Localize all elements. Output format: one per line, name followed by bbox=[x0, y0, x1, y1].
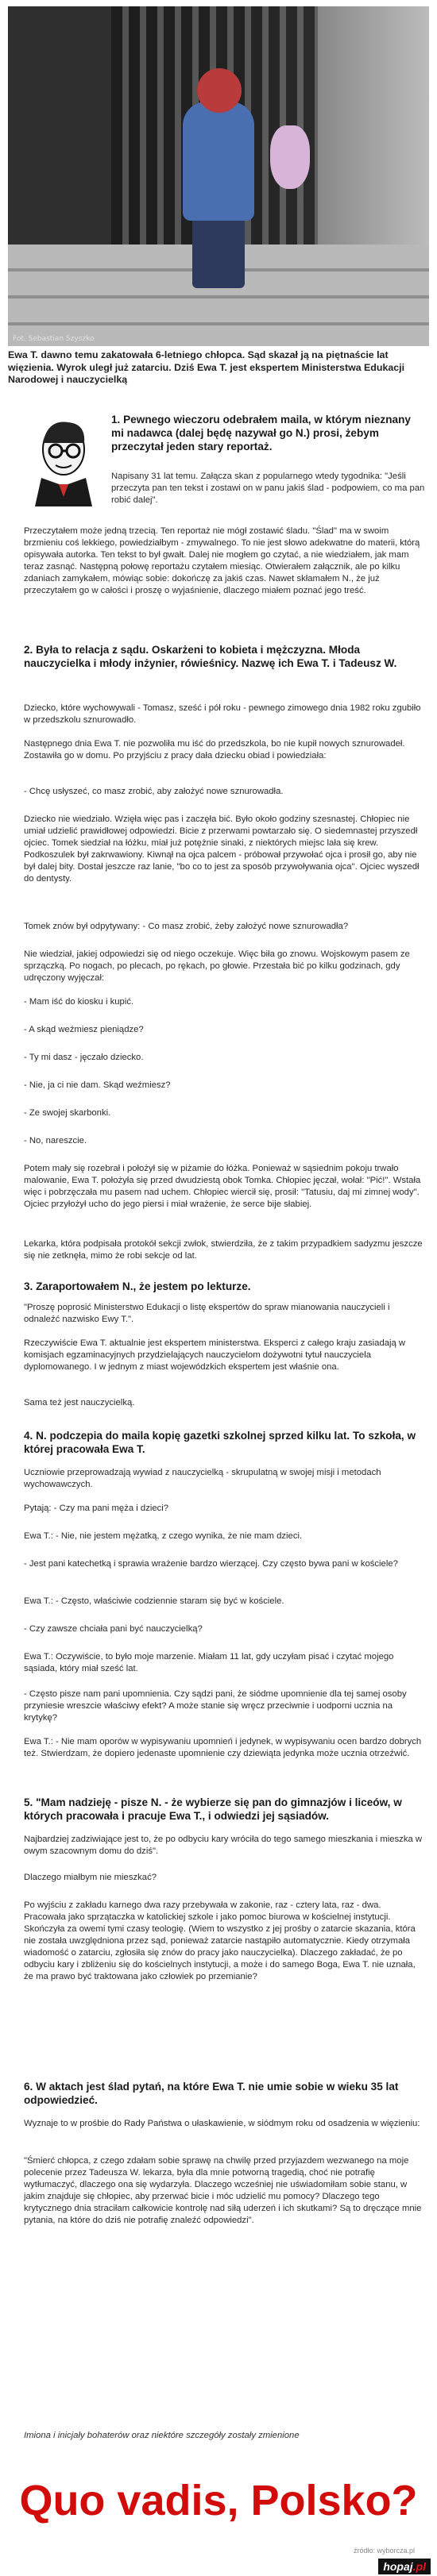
paragraph: Pytają: - Czy ma pani męża i dzieci? bbox=[24, 1504, 169, 1513]
paragraph: Przeczytałem może jedną trzecią. Ten reportaż nie mógł zostawić śladu. "Ślad" ma w swoim brzmieniu coś lekkiego, powiedziałbym - zmywalnego. To nie jest słowo adekwatne do materii, którą opisywała autorka. Ten tekst to był gwałt. Dalej nie mogłem go czytać, a nie wiedziałem, jak mam teraz zasnąć. Następną połowę reportażu czytałem miesiąc. Otwierałem załącznik, ale po kilku zdaniach zamykałem, mówiąc sobie: dokończę za jakiś czas. Nawet skłamałem N., że już przeczytałem go w całości i proszę o wyjaśnienie, dlaczego miałem poznać jego treść. bbox=[24, 526, 420, 595]
photo-child-hat bbox=[197, 68, 242, 113]
source-credit: źródło: wyborcza.pl bbox=[353, 2547, 415, 2555]
section1-para-1 bbox=[111, 471, 425, 506]
paragraph: - Ty mi dasz - jęczało dziecko. bbox=[24, 1053, 144, 1062]
section2-para-9 bbox=[24, 1052, 425, 1064]
paragraph: - Jest pani katechetką i sprawia wrażenie bardzo wierzącej. Czy często bywa pani w kościele? bbox=[24, 1559, 398, 1569]
section5-para-3 bbox=[24, 1900, 425, 1983]
photo-child bbox=[183, 102, 254, 221]
article-lead: Ewa T. dawno temu zakatowała 6-letniego chłopca. Sąd skazał ją na piętnaście lat więzienia. Wyrok uległ już zatarciu. Dziś Ewa T. jest ekspertem Ministerstwa Edukacji Narodowej i nauczycielką bbox=[8, 349, 405, 385]
paragraph: Dziecko, które wychowywali - Tomasz, sześć i pół roku - pewnego zimowego dnia 1982 roku zgubiło w przedszkolu sznurowadło. bbox=[24, 703, 421, 725]
paragraph: Następnego dnia Ewa T. nie pozwoliła mu iść do przedszkola, bo nie kupił nowych sznurowadeł. Zostawiła go w domu. Po przyjściu z pracy dała dziecku obiad i powiedziała: bbox=[24, 739, 405, 760]
section3-para-3 bbox=[24, 1397, 425, 1409]
section2-para-11 bbox=[24, 1107, 425, 1119]
section4-para-3 bbox=[24, 1531, 425, 1542]
photo-bag bbox=[270, 125, 310, 189]
paragraph: "Śmierć chłopca, z czego zdałam sobie sprawę na chwilę przed przyjazdem wezwanego na moje polecenie przez Tadeusza W. lekarza, była dla mnie potworną tragedią, choć nie potrafię wytłumaczyć, dlaczego ona się wydarzyła. Dlaczego wcześniej nie uświadomiłam sobie stanu, w jakim znajduje się chłopiec, aby przerwać bicie i móc udzielić mu pomocy? Dlaczego tego krytycznego dnia straciłam całkowicie kontrolę nad siłą uderzeń i ich skutkami? Są to dręczące mnie pytania, na które do dziś nie potrafię znaleźć odpowiedzi". bbox=[24, 2156, 422, 2225]
site-logo-name: hopaj bbox=[383, 2560, 413, 2573]
section2-para-10 bbox=[24, 1080, 425, 1092]
paragraph: Napisany 31 lat temu. Załącza skan z popularnego wtedy tygodnika: "Jeśli przeczyta pan ten tekst i zostawi on w panu jakiś ślad - podpowiem, co ma pan robić dalej". bbox=[111, 472, 425, 505]
section2-para-1 bbox=[24, 703, 425, 726]
section4-para-5 bbox=[24, 1596, 425, 1608]
section4-heading: 4. N. podczepia do maila kopię gazetki szkolnej sprzed kilku lat. To szkoła, w której pracowała Ewa T. bbox=[24, 1430, 416, 1455]
paragraph: Dlaczego miałbym nie mieszkać? bbox=[24, 1873, 157, 1882]
photo-child-legs bbox=[192, 217, 245, 288]
section4-para-9 bbox=[24, 1736, 425, 1760]
section6-heading: 6. W aktach jest ślad pytań, na które Ewa T. nie umie sobie w wieku 35 lat odpowiedzieć. bbox=[24, 2081, 399, 2106]
section1-para-2 bbox=[24, 526, 425, 597]
section2-para-6 bbox=[24, 949, 425, 984]
section1-heading: 1. Pewnego wieczoru odebrałem maila, w którym nieznany mi nadawca (dalej będę nazywał go N.) prosi, żebym przeczytał jeden stary reportaż. bbox=[111, 414, 411, 452]
section2-para-5 bbox=[24, 921, 425, 933]
section2-para-2 bbox=[24, 738, 425, 762]
paragraph: Rzeczywiście Ewa T. aktualnie jest ekspertem ministerstwa. Eksperci z całego kraju zasiadają w komisjach egzaminacyjnych przydzielających nauczycielom dożywotni tytuł nauczyciela dyplomowanego. I w jednym z miast wojewódzkich ekspertem jest właśnie ona. bbox=[24, 1338, 406, 1372]
section3-para-1 bbox=[24, 1302, 425, 1326]
paragraph: Ewa T.: - Nie, nie jestem mężatką, z czego wynika, że nie mam dzieci. bbox=[24, 1531, 303, 1541]
section2-para-12 bbox=[24, 1135, 425, 1147]
section2-para-4 bbox=[24, 814, 425, 885]
section4-para-8 bbox=[24, 1688, 425, 1724]
article-photo bbox=[8, 6, 429, 346]
section5-heading: 5. "Mam nadzieję - pisze N. - że wybierze się pan do gimnazjów i liceów, w których pracowała i pracuje Ewa T., i odwiedzi jej sąsiadów. bbox=[24, 1796, 402, 1822]
section5-para-1 bbox=[24, 1834, 425, 1858]
paragraph: Po wyjściu z zakładu karnego dwa razy przebywała w zakonie, raz - cztery lata, raz - dwa. Pracowała jako sprzątaczka w katolickiej szkole i jako pomoc biurowa w kościelnej instytucji. Skończyła za owemi tymi czasy teologię. (Wiem to wszystko z jej prośby o zatarcie skazania, która nie została uwzględniona przez sąd, ponieważ zatarcie nastąpiło automatycznie. Kiedy otrzymała wiadomość o zatarciu, zgłosiła się znów do pracy jako nauczycielka). Dlaczego zakładać, że po odbyciu kary i zbliżeniu się do kościelnych instytucji, a może i do samego Boga, Ewa T. nie uznała, że ma prawo być traktowana jako człowiek po przemianie? bbox=[24, 1900, 416, 1981]
author-caricature bbox=[24, 411, 103, 506]
paragraph: Lekarka, która podpisała protokół sekcji zwłok, stwierdziła, że z takim przypadkiem sadyzmu jeszcze się nie zetknęła, mimo że robi sekcje od lat. bbox=[24, 1239, 423, 1261]
section3-heading: 3. Zaraportowałem N., że jestem po lekturze. bbox=[24, 1280, 251, 1292]
paragraph: - Ze swojej skarbonki. bbox=[24, 1108, 111, 1118]
section4-para-4 bbox=[24, 1558, 425, 1570]
site-logo-domain: .pl bbox=[412, 2560, 426, 2573]
paragraph: "Proszę poprosić Ministerstwo Edukacji o listę ekspertów do spraw mianowania nauczycieli i odnaleźć nazwisko Ewy T.". bbox=[24, 1303, 390, 1324]
paragraph: Dziecko nie wiedziało. Wzięła więc pas i zaczęła bić. Było około godziny szesnastej. Chłopiec nie umiał udzielić prawidłowej odpowiedzi. Bicie z przerwami powtarzało się. O siedemnastej przyszedł ojciec. Tomek siedział na łóżku, miał już potężnie sinaki, z niektórych miejsc lała się krew. Podkoszulek był zakrwawiony. Kiwnął na ojca palcem - próbował przywołać ojca i prosił go, aby nie był dalej bity. Dostał jeszcze raz lanie, "bo co to jest za sposób przywoływania ojca". Ojciec wyszedł do dentysty. bbox=[24, 814, 420, 884]
section6-para-2 bbox=[24, 2155, 425, 2227]
section6-para-1 bbox=[24, 2118, 425, 2130]
paragraph: Sama też jest nauczycielką. bbox=[24, 1398, 135, 1407]
section2-para-8 bbox=[24, 1024, 425, 1036]
paragraph: - Nie, ja ci nie dam. Skąd weźmiesz? bbox=[24, 1080, 171, 1090]
site-logo[interactable] bbox=[378, 2559, 431, 2574]
paragraph: Ewa T.: - Nie mam oporów w wypisywaniu upomnień i jedynek, w wypisywaniu ocen bardzo dobrych też. Stwierdzam, że dopiero jedenaste upomnienie czy dziewiąta jedynka może ucznia otrzeźwić. bbox=[24, 1737, 422, 1758]
paragraph: Wyznaje to w prośbie do Rady Państwa o ułaskawienie, w siódmym roku od osadzenia w więzieniu: bbox=[24, 2119, 420, 2128]
paragraph: - A skąd weźmiesz pieniądze? bbox=[24, 1025, 144, 1034]
section4-para-7 bbox=[24, 1651, 425, 1675]
paragraph: - Czy zawsze chciała pani być nauczycielką? bbox=[24, 1624, 203, 1634]
section2-para-7 bbox=[24, 996, 425, 1008]
paragraph: Najbardziej zadziwiające jest to, że po odbyciu kary wróciła do tego samego mieszkania i mieszka w owym szacownym domu do dziś". bbox=[24, 1835, 423, 1856]
paragraph: - Mam iść do kiosku i kupić. bbox=[24, 997, 134, 1007]
paragraph: Tomek znów był odpytywany: - Co masz zrobić, żeby założyć nowe sznurowadła? bbox=[24, 922, 349, 931]
slogan: Quo vadis, Polsko? bbox=[19, 2477, 418, 2524]
section2-para-13 bbox=[24, 1163, 425, 1211]
section2-heading: 2. Była to relacja z sądu. Oskarżeni to kobieta i mężczyzna. Młoda nauczycielka i młody inżynier, rówieśnicy. Nazwę ich Ewa T. i Tadeusz W. bbox=[24, 644, 397, 669]
paragraph: Ewa T.: Oczywiście, to było moje marzenie. Miałam 11 lat, gdy uczyłam pisać i czytać mojego sąsiada, który miał sześć lat. bbox=[24, 1652, 394, 1673]
section4-para-1 bbox=[24, 1467, 425, 1491]
photo-credit: Fot. Sebastian Szyszko bbox=[13, 335, 95, 343]
section3-para-2 bbox=[24, 1338, 425, 1373]
section2-para-3 bbox=[24, 786, 425, 798]
paragraph: - No, nareszcie. bbox=[24, 1136, 87, 1146]
paragraph: Nie wiedział, jakiej odpowiedzi się od niego oczekuje. Więc biła go znowu. Wojskowym pasem ze sprzączką. Po nogach, po plecach, po rękach, po głowie. Przestała bić po kilku godzinach, gdy udręczony wyjęczał: bbox=[24, 949, 410, 983]
paragraph: - Chcę usłyszeć, co masz zrobić, aby założyć nowe sznurowadła. bbox=[24, 787, 284, 796]
paragraph: Potem mały się rozebrał i położył się w piżamie do łóżka. Ponieważ w sąsiednim pokoju trwało malowanie, Ewa T. położyła się przed dwudziestą obok Tomka. Chłopiec jęczał, wołał: "Pić!". Wstała więc i pobrzęczała mu pasem nad uchem. Chłopiec wiercił się, prosił: "Tatusiu, daj mi zimnej wody". Ojciec przyłożył ucho do jego piersi i miał wrażenie, że serce bije słabiej. bbox=[24, 1164, 421, 1209]
section4-para-2 bbox=[24, 1503, 425, 1515]
section2-para-14 bbox=[24, 1238, 425, 1262]
footnote: Imiona i inicjały bohaterów oraz niektóre szczegóły zostały zmienione bbox=[24, 2431, 300, 2440]
section4-para-6 bbox=[24, 1623, 425, 1635]
paragraph: Uczniowie przeprowadzają wywiad z nauczycielką - skrupulatną w swojej misji i metodach wychowawczych. bbox=[24, 1468, 381, 1489]
paragraph: - Często pisze nam pani upomnienia. Czy sądzi pani, że siódme upomnienie dla tej samej osoby przyniesie wreszcie właściwy efekt? A może stanie się wręcz przeciwnie i uodporni ucznia na krytykę? bbox=[24, 1689, 407, 1723]
paragraph: Ewa T.: - Często, właściwie codziennie staram się być w kościele. bbox=[24, 1596, 284, 1606]
section5-para-2 bbox=[24, 1872, 425, 1884]
